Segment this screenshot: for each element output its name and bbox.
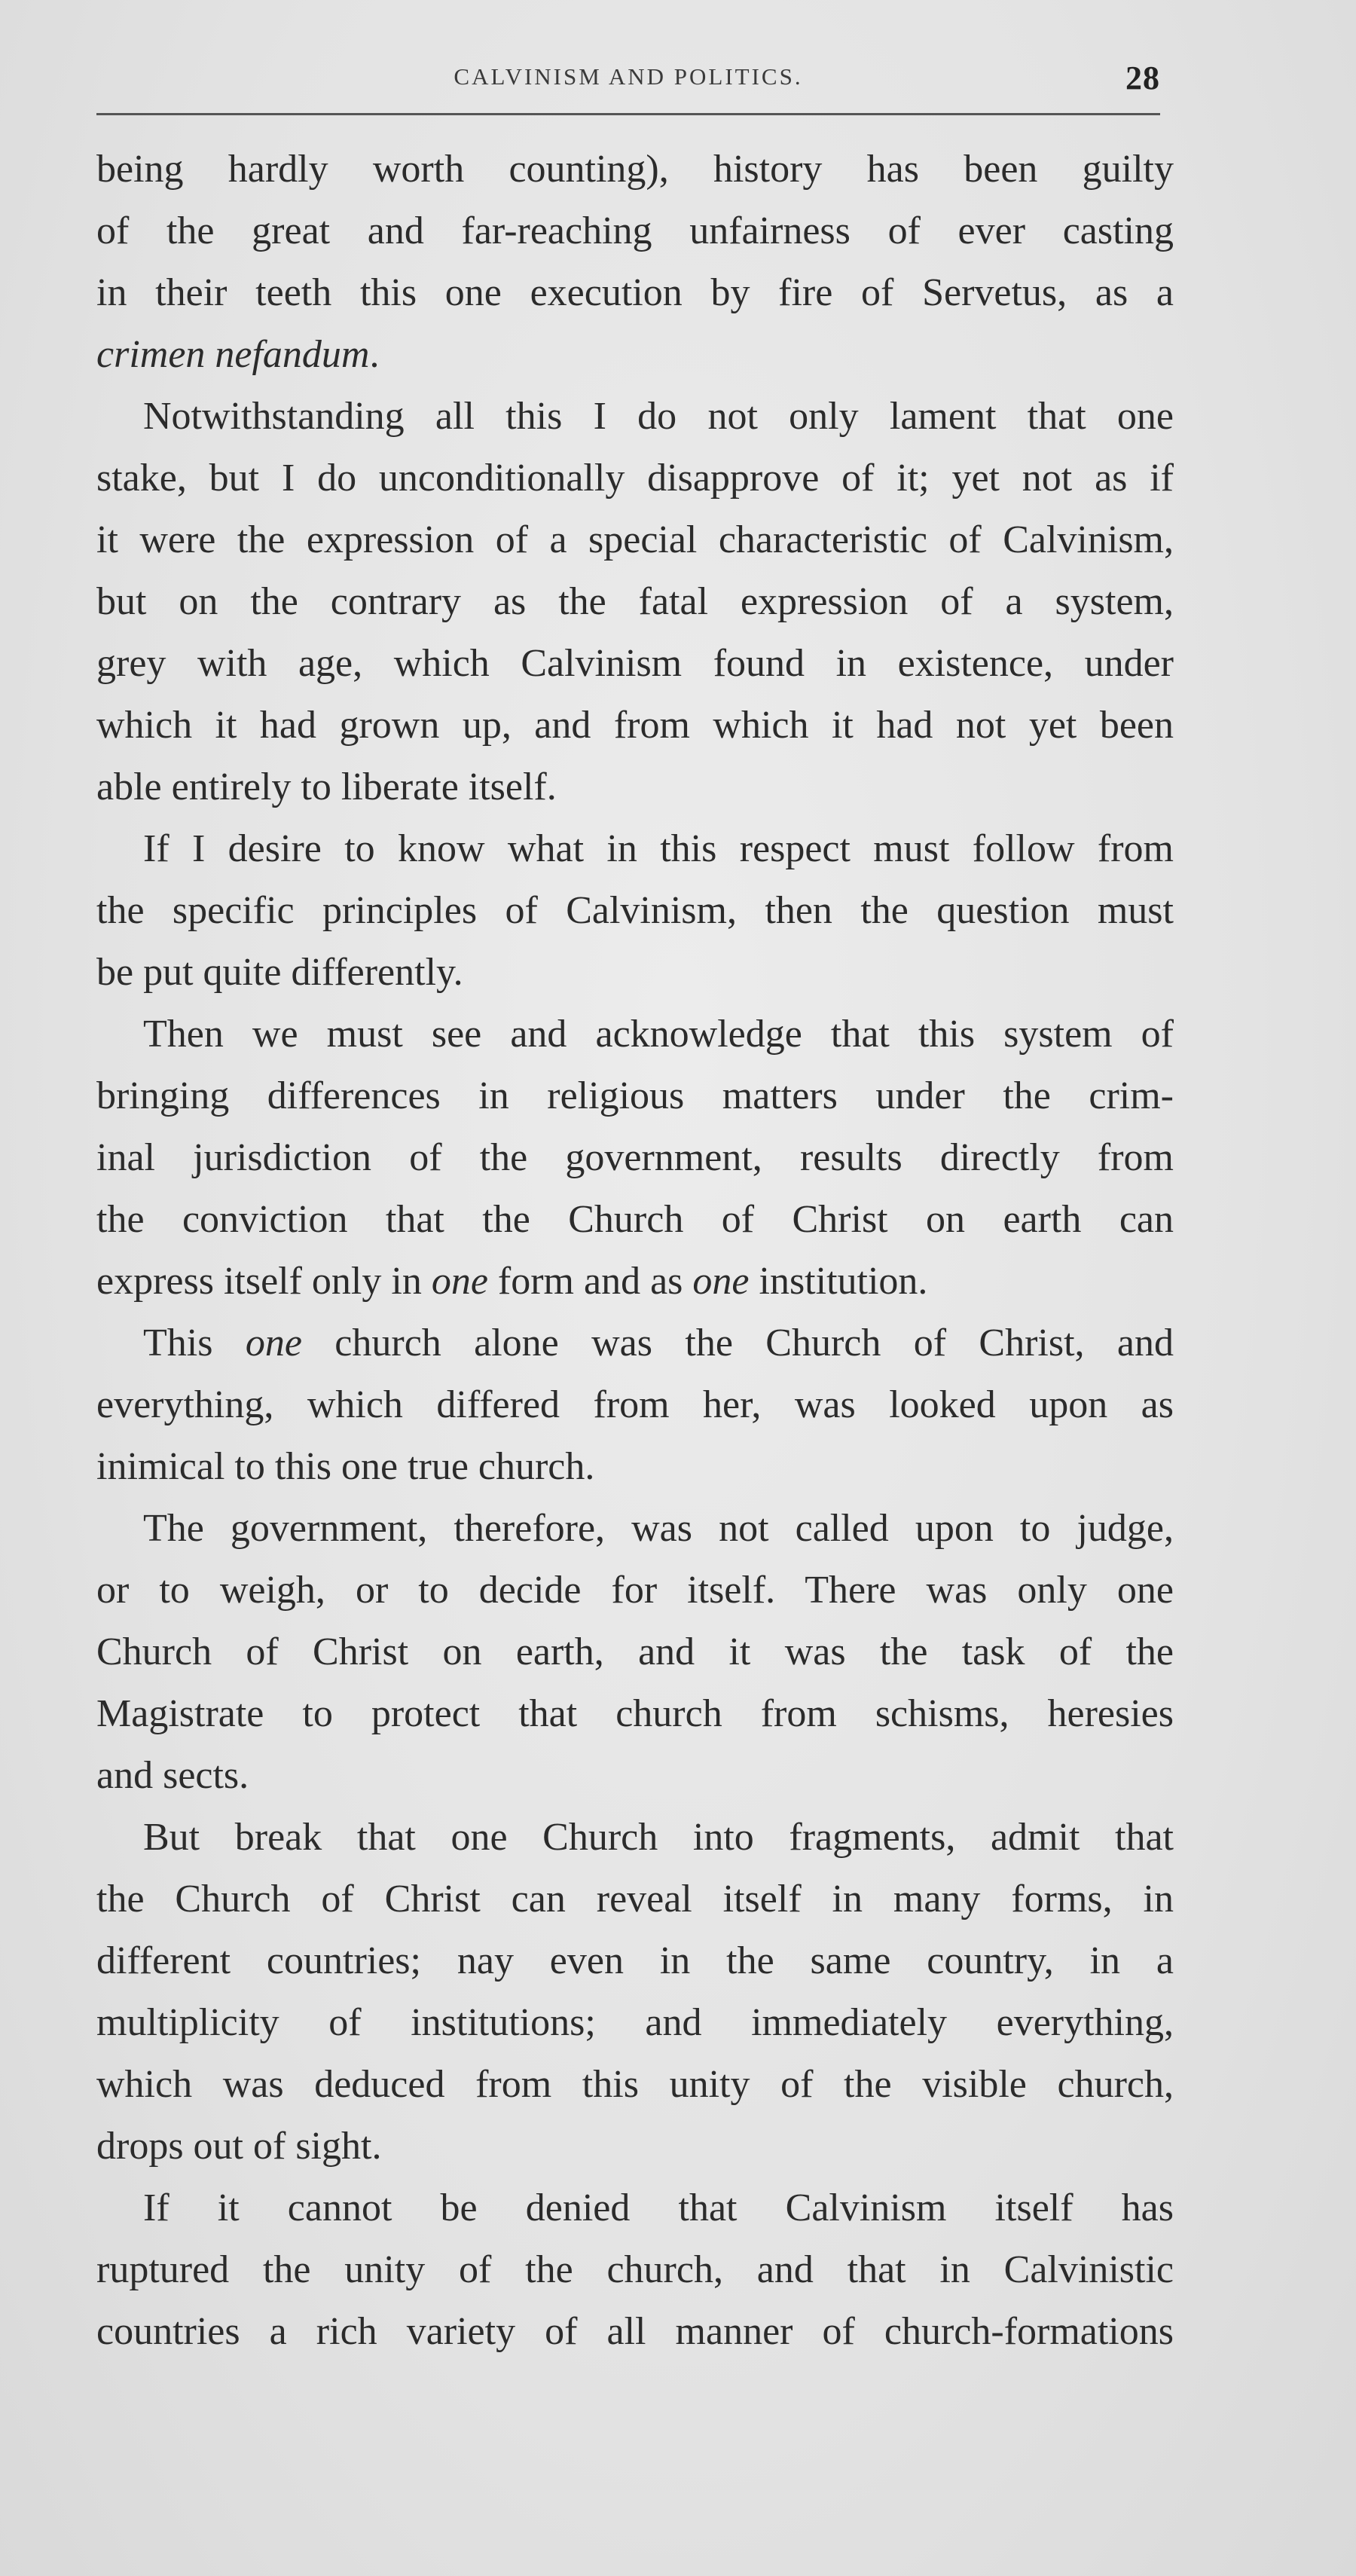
italic-phrase: one: [431, 1260, 488, 1303]
text-line: or to weigh, or to decide for itself. There was only one: [96, 1569, 1174, 1612]
text-line: which it had grown up, and from which it had not yet been: [96, 704, 1174, 747]
text-line: and sects.: [96, 1754, 249, 1797]
running-head: [96, 59, 1160, 104]
text-segment: This: [143, 1322, 246, 1364]
italic-phrase: crimen nefandum: [96, 333, 370, 376]
text-line: [96, 1312, 1174, 1374]
text-segment: form and as: [487, 1260, 693, 1303]
text-line: The government, therefore, was not called upon to judge,: [143, 1507, 1174, 1550]
text-line: it were the expression of a special characteristic of Calvinism,: [96, 518, 1174, 561]
text-line: bringing differences in religious matters under the crim-: [96, 1074, 1174, 1117]
text-line: If I desire to know what in this respect must follow from: [143, 827, 1174, 870]
text-line: If it cannot be denied that Calvinism itself has: [143, 2186, 1174, 2229]
text-line: Church of Christ on earth, and it was the task of the: [96, 1630, 1174, 1673]
text-line: of the great and far-reaching unfairness of ever casting: [96, 209, 1174, 252]
text-segment: institution.: [749, 1260, 928, 1303]
italic-phrase: one: [692, 1260, 750, 1303]
body-text: [96, 139, 1174, 2363]
text-line: [96, 1251, 1174, 1312]
text-segment: church alone was the Church of Christ, and: [301, 1322, 1174, 1364]
text-line: be put quite differently.: [96, 951, 463, 994]
text-line: able entirely to liberate itself.: [96, 765, 557, 808]
text-line: being hardly worth counting), history has been guilty: [96, 148, 1174, 191]
text-line: stake, but I do unconditionally disapprove of it; yet not as if: [96, 457, 1174, 500]
text-line: Then we must see and acknowledge that this system of: [143, 1013, 1174, 1056]
text-line: countries a rich variety of all manner of church-formations: [96, 2310, 1174, 2353]
text-line: the specific principles of Calvinism, then the question must: [96, 889, 1174, 932]
text-line: Magistrate to protect that church from schisms, heresies: [96, 1692, 1174, 1735]
text-line: But break that one Church into fragments, admit that: [143, 1816, 1174, 1859]
text-line: different countries; nay even in the same country, in a: [96, 1939, 1174, 1982]
text-line: the conviction that the Church of Christ on earth can: [96, 1198, 1174, 1241]
text-line: everything, which differed from her, was looked upon as: [96, 1383, 1174, 1426]
text-segment: express itself only in: [96, 1260, 432, 1303]
text-line: inimical to this one true church.: [96, 1445, 595, 1488]
text-line: ruptured the unity of the church, and that in Calvinistic: [96, 2248, 1174, 2291]
italic-phrase: one: [245, 1322, 302, 1364]
text-line: drops out of sight.: [96, 2125, 382, 2168]
text-line: in their teeth this one execution by fire of Servetus, as a: [96, 271, 1174, 314]
header-rule: [96, 113, 1160, 115]
text-line: the Church of Christ can reveal itself in many forms, in: [96, 1878, 1174, 1921]
text-line: grey with age, which Calvinism found in existence, under: [96, 642, 1174, 685]
running-title: CALVINISM AND POLITICS.: [454, 63, 803, 90]
page-number: 28: [1125, 60, 1160, 96]
text-line: but on the contrary as the fatal expression of a system,: [96, 580, 1174, 623]
text-line: multiplicity of institutions; and immediately everything,: [96, 2001, 1174, 2044]
text-line: [96, 324, 1174, 386]
text-line: inal jurisdiction of the government, results directly from: [96, 1136, 1174, 1179]
text-line: which was deduced from this unity of the visible church,: [96, 2063, 1174, 2106]
text-segment: .: [369, 333, 380, 376]
text-line: Notwithstanding all this I do not only lament that one: [143, 395, 1174, 438]
